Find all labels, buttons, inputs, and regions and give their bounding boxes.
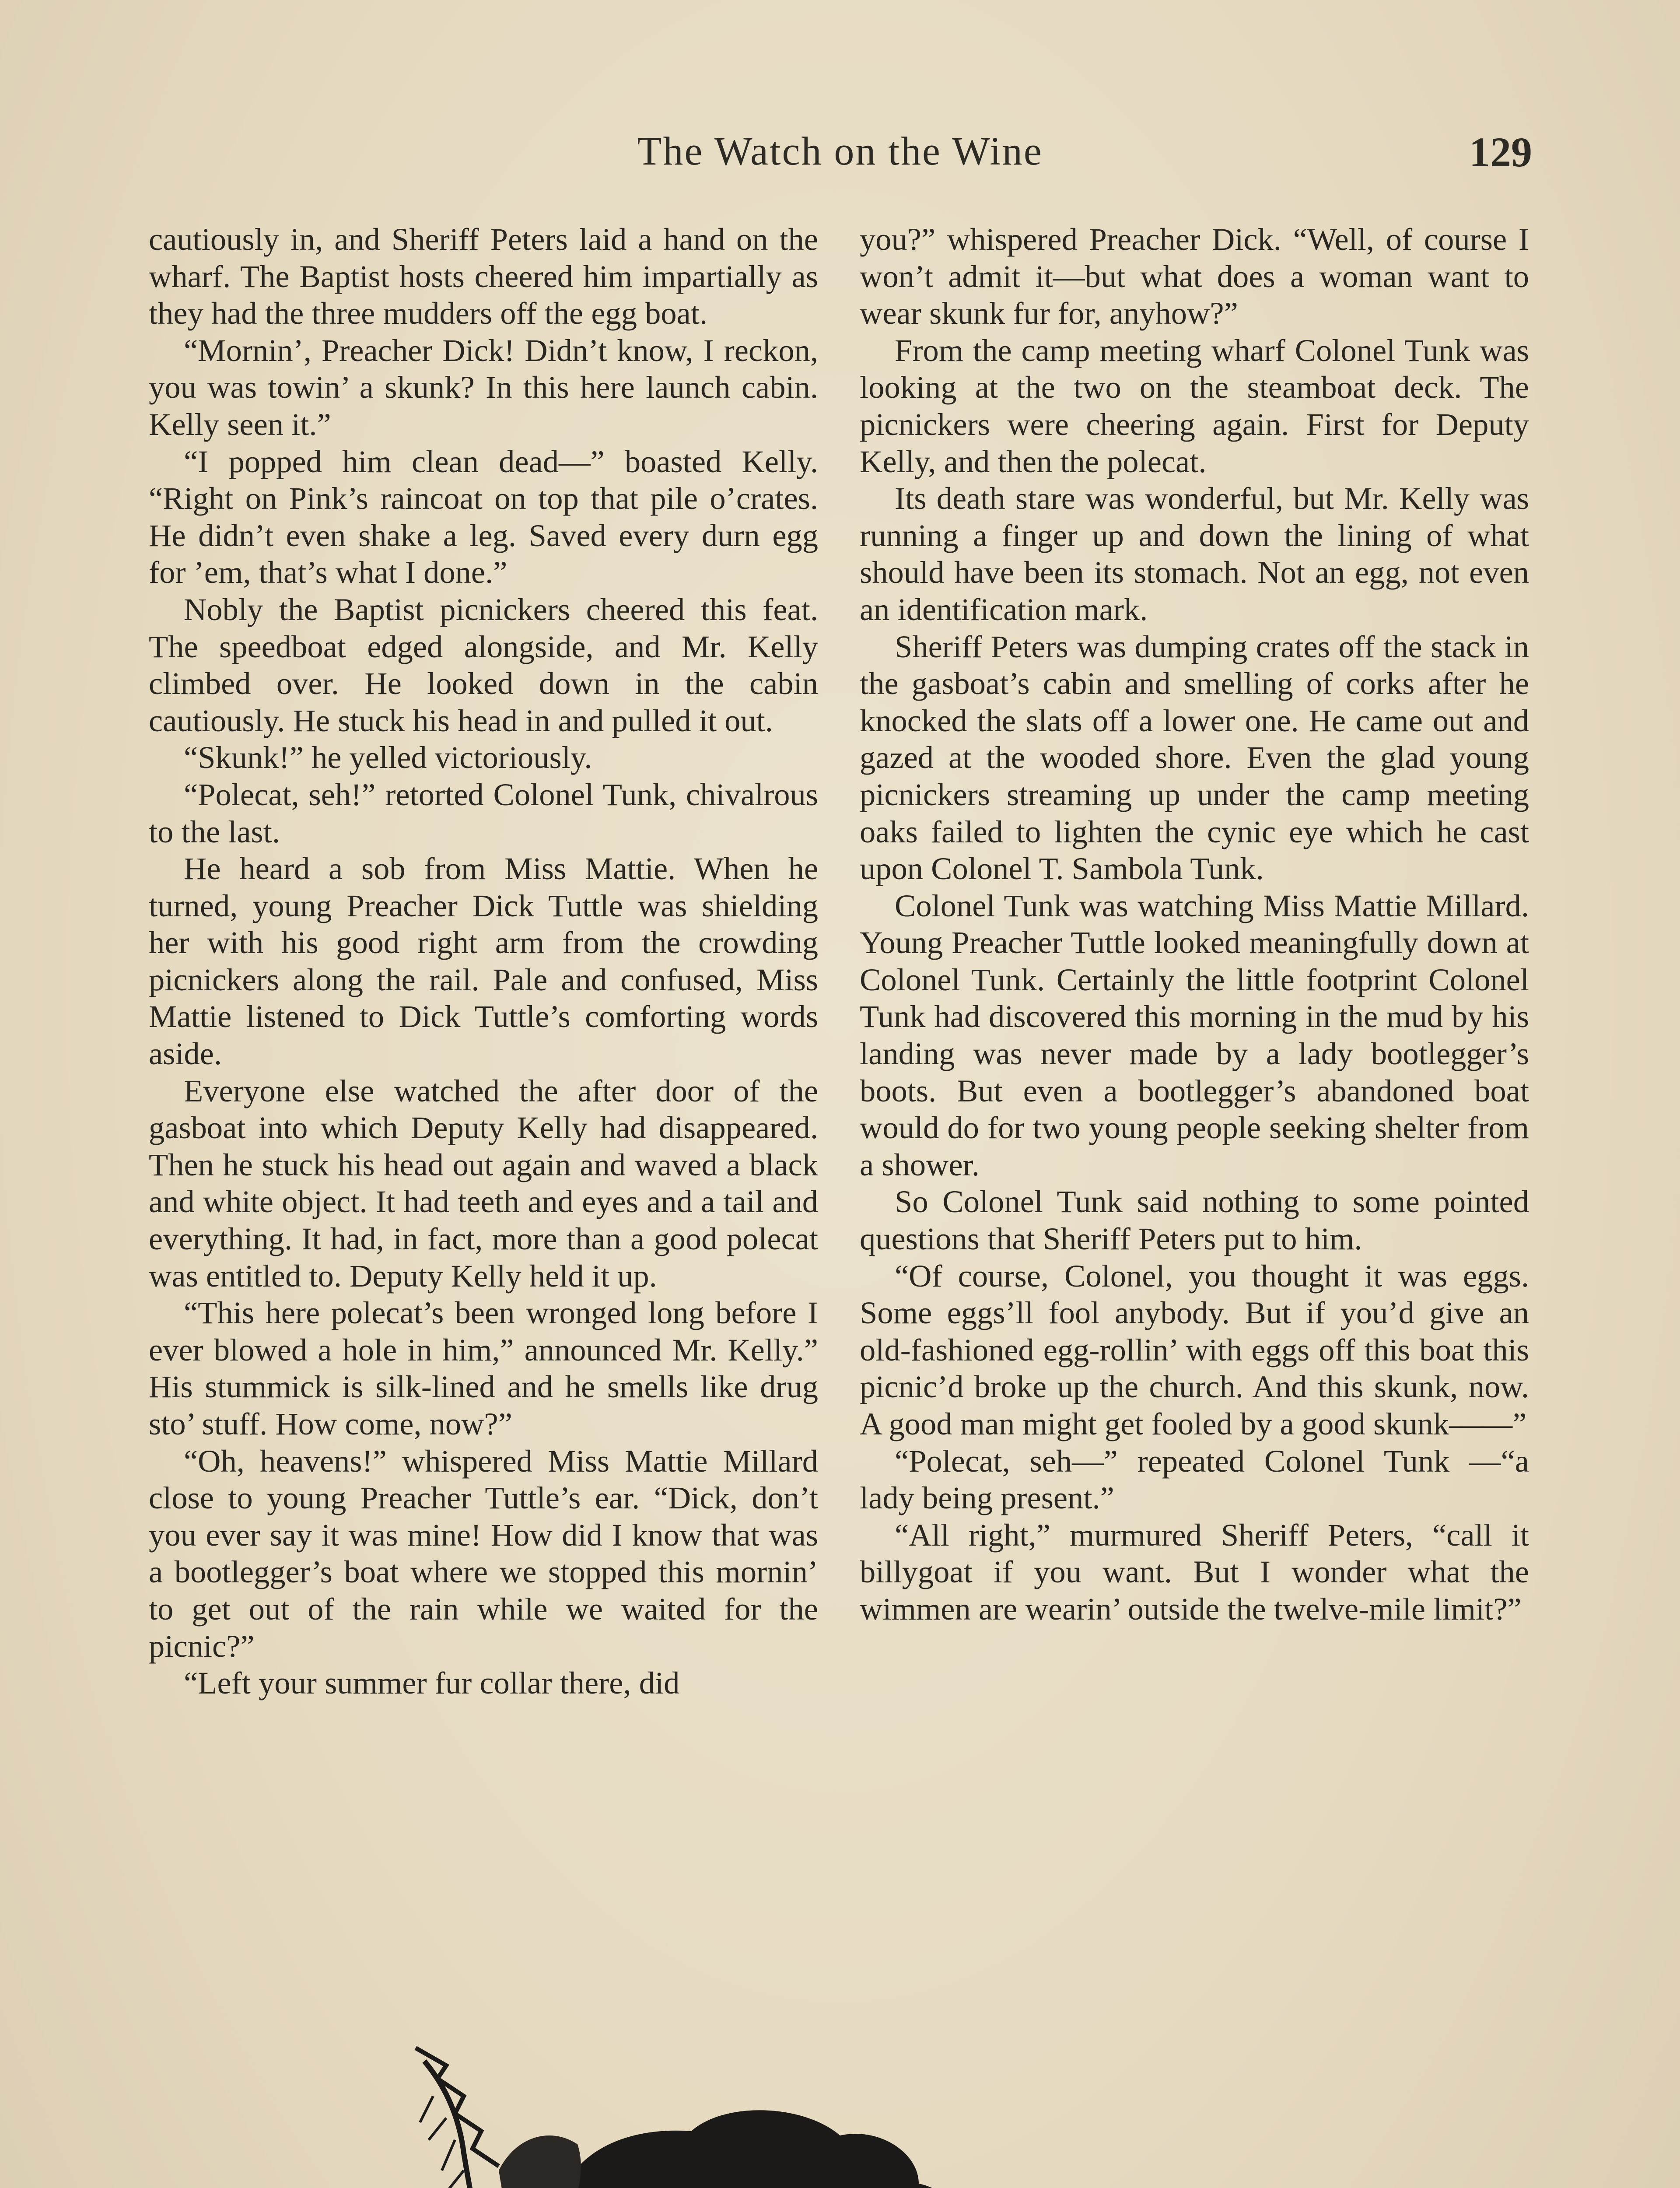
paragraph: “Polecat, seh!” retorted Colonel Tunk, chivalrous to the last.: [149, 776, 818, 849]
paragraph: cautiously in, and Sheriff Peters laid a hand on the wharf. The Baptist hosts cheered him impartially as they had the three mudders off the egg boat.: [149, 221, 818, 331]
page-number: 129: [1469, 129, 1532, 175]
paragraph: you?” whispered Preacher Dick. “Well, of course I won’t admit it—but what does a woman want to wear skunk fur for, anyhow?”: [860, 221, 1529, 331]
paragraph: He heard a sob from Miss Mattie. When he turned, young Preacher Dick Tuttle was shielding her with his good right arm from the crowding picnickers along the rail. Pale and confused, Miss Mattie listened to Dick Tuttle’s comforting words aside.: [149, 851, 818, 1072]
paragraph: “Oh, heavens!” whispered Miss Mattie Millard close to young Preacher Tuttle’s ear. “Dick, don’t you ever say it was mine! How did I know that was a bootlegger’s boat where we stopped this mornin’ to get out of the rain while we waited for the picnic?”: [149, 1443, 818, 1664]
paragraph: “Mornin’, Preacher Dick! Didn’t know, I reckon, you was towin’ a skunk? In this here launch cabin. Kelly seen it.”: [149, 332, 818, 442]
paragraph: Colonel Tunk was watching Miss Mattie Millard. Young Preacher Tuttle looked meaningfully down at Colonel Tunk. Certainly the little footprint Colonel Tunk had discovered this morning in the mud by his landing was never made by a lady bootlegger’s boots. But even a bootlegger’s abandoned boat would do for two young people seeking shelter from a shower.: [860, 887, 1529, 1182]
paragraph: “I popped him clean dead—” boasted Kelly. “Right on Pink’s raincoat on top that pile o’crates. He didn’t even shake a leg. Saved every durn egg for ’em, that’s what I done.”: [149, 443, 818, 590]
paragraph: “Polecat, seh—” repeated Colonel Tunk —“a lady being present.”: [860, 1443, 1529, 1516]
paragraph: “Of course, Colonel, you thought it was eggs. Some eggs’ll fool anybody. But if you’d give an old-fashioned egg-rollin’ with eggs off this boat this picnic’d broke up the church. And this skunk, now. A good man might get fooled by a good skunk——”: [860, 1258, 1529, 1441]
paragraph: Sheriff Peters was dumping crates off the stack in the gasboat’s cabin and smelling of corks after he knocked the slats off a lower one. He came out and gazed at the wooded shore. Even the glad young picnickers streaming up under the camp meeting oaks failed to lighten the cynic eye which he cast upon Colonel T. Sambola Tunk.: [860, 628, 1529, 887]
text-column-left: [149, 221, 818, 1702]
paragraph: From the camp meeting wharf Colonel Tunk was looking at the two on the steamboat deck. The picnickers were cheering again. First for Deputy Kelly, and then the polecat.: [860, 332, 1529, 479]
page-title: The Watch on the Wine: [637, 129, 1043, 173]
running-head: [0, 128, 1680, 185]
text-column-right: [860, 221, 1529, 1628]
paragraph: “This here polecat’s been wronged long before I ever blowed a hole in him,” announced Mr. Kelly.” His stummick is silk-lined and he smells like drug sto’ stuff. How come, now?”: [149, 1295, 818, 1441]
paragraph: Everyone else watched the after door of the gasboat into which Deputy Kelly had disappeared. Then he stuck his head out again and waved a black and white object. It had teeth and eyes and a tail and everything. It had, in fact, more than a good polecat was entitled to. Deputy Kelly held it up.: [149, 1073, 818, 1294]
paragraph: “All right,” murmured Sheriff Peters, “call it billygoat if you want. But I wonder what the wimmen are wearin’ outside the twelve-mile limit?”: [860, 1517, 1529, 1627]
paragraph: Nobly the Baptist picnickers cheered this feat. The speedboat edged alongside, and Mr. Kelly climbed over. He looked down in the cabin cautiously. He stuck his head in and pulled it out.: [149, 591, 818, 738]
boat-illustration: [315, 2039, 1365, 2188]
paragraph: So Colonel Tunk said nothing to some pointed questions that Sheriff Peters put to him.: [860, 1184, 1529, 1257]
paragraph: Its death stare was wonderful, but Mr. Kelly was running a finger up and down the lining of what should have been its stomach. Not an egg, not even an identification mark.: [860, 480, 1529, 627]
paragraph: “Skunk!” he yelled victoriously.: [184, 740, 592, 775]
paragraph: “Left your summer fur collar there, did: [184, 1665, 680, 1701]
